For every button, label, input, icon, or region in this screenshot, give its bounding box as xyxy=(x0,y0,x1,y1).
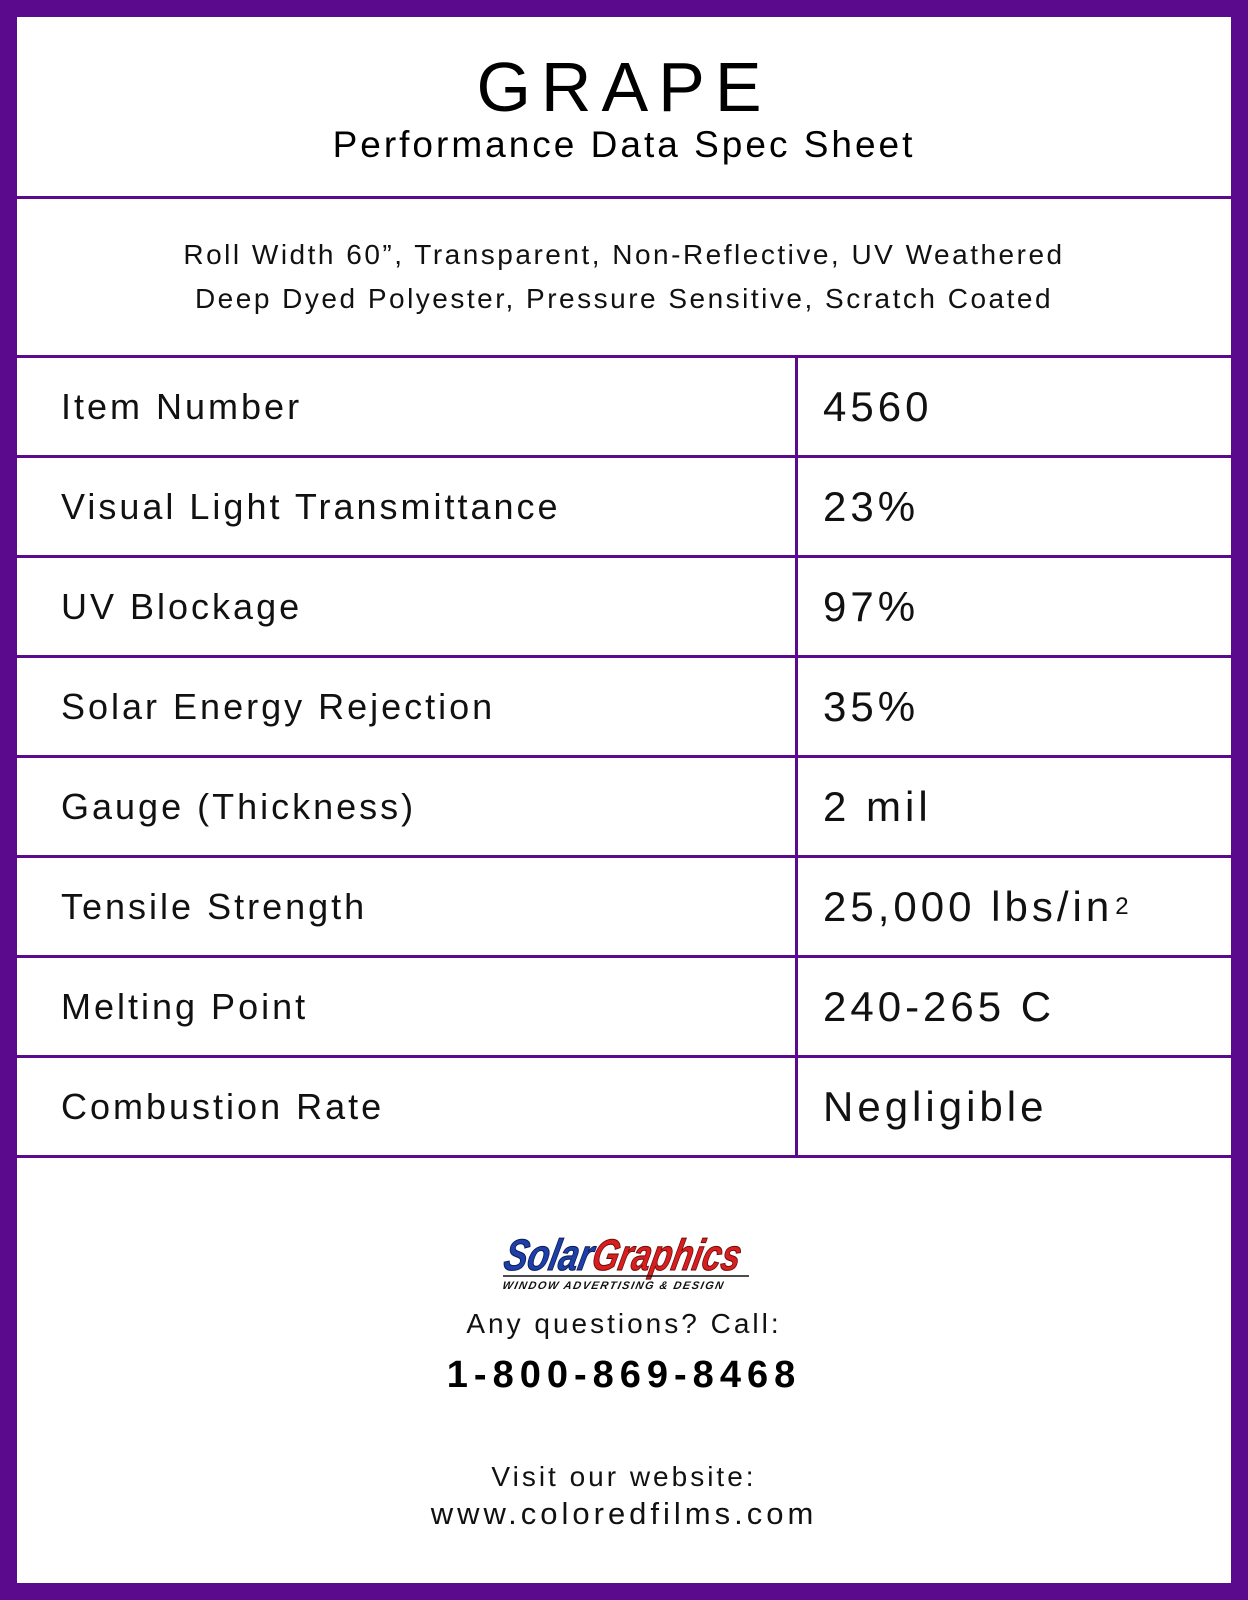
spec-value xyxy=(823,858,1223,955)
column-divider xyxy=(795,758,798,858)
column-divider xyxy=(795,558,798,658)
description-line-1: Roll Width 60”, Transparent, Non-Reflective, UV Weathered xyxy=(183,239,1065,270)
spec-value: 4560 xyxy=(823,382,933,430)
spec-label: Gauge (Thickness) xyxy=(61,785,417,827)
spec-label: Solar Energy Rejection xyxy=(61,685,496,727)
spec-value: 23% xyxy=(823,482,920,530)
spec-table xyxy=(17,358,1231,1158)
description-line-2: Deep Dyed Polyester, Pressure Sensitive, Scratch Coated xyxy=(194,283,1054,314)
spec-row-item-number xyxy=(17,358,1231,458)
column-divider xyxy=(795,458,798,558)
spec-row-combustion-rate xyxy=(17,1058,1231,1158)
column-divider xyxy=(795,858,798,958)
product-description xyxy=(17,199,1231,358)
spec-value: 35% xyxy=(823,682,920,730)
spec-value: 97% xyxy=(823,582,920,630)
contact-question: Any questions? Call: xyxy=(466,1308,782,1339)
logo-word-graphics: Graphics xyxy=(587,1231,789,1280)
spec-row-melting-point xyxy=(17,958,1231,1058)
column-divider xyxy=(795,958,798,1058)
column-divider xyxy=(795,1058,798,1158)
spec-value: 2 mil xyxy=(823,782,932,830)
spec-label: Melting Point xyxy=(61,985,309,1027)
spec-label: Tensile Strength xyxy=(61,885,368,927)
logo-word-solar: Solar xyxy=(499,1231,621,1280)
website-prompt: Visit our website: xyxy=(491,1461,757,1492)
spec-row-uv-blockage xyxy=(17,558,1231,658)
spec-value-superscript: 2 xyxy=(1115,892,1129,920)
logo-tagline: WINDOW ADVERTISING & DESIGN xyxy=(501,1280,727,1292)
spec-value: 240-265 C xyxy=(823,982,1056,1030)
product-title: GRAPE xyxy=(476,48,772,126)
spec-row-visual-light-transmittance xyxy=(17,458,1231,558)
spec-label: Combustion Rate xyxy=(61,1085,385,1127)
sheet-subtitle: Performance Data Spec Sheet xyxy=(332,124,916,165)
spec-label: UV Blockage xyxy=(61,585,303,627)
spec-value-text: 25,000 lbs/in xyxy=(823,882,1114,930)
spec-row-gauge xyxy=(17,758,1231,858)
spec-label: Visual Light Transmittance xyxy=(61,485,561,527)
spec-value: Negligible xyxy=(823,1082,1048,1130)
spec-row-tensile-strength xyxy=(17,858,1231,958)
phone-number[interactable]: 1-800-869-8468 xyxy=(446,1354,802,1396)
spec-label: Item Number xyxy=(61,385,303,427)
spec-sheet xyxy=(17,17,1231,1583)
logo-graphic xyxy=(483,1218,789,1298)
website-link[interactable]: www.coloredfilms.com xyxy=(430,1496,818,1531)
spec-row-solar-energy-rejection xyxy=(17,658,1231,758)
column-divider xyxy=(795,358,798,458)
header xyxy=(17,17,1231,199)
footer xyxy=(17,1158,1231,1583)
column-divider xyxy=(795,658,798,758)
solar-graphics-logo xyxy=(483,1218,789,1298)
